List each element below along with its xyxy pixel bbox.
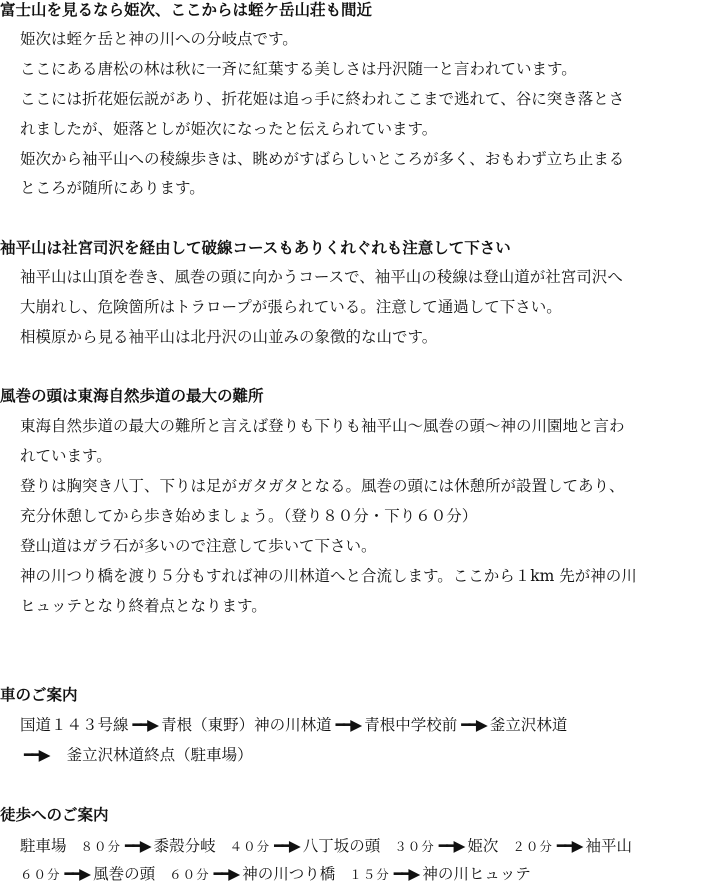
car-heading: 車のご案内 bbox=[0, 685, 78, 704]
walk-stop: 姫次 bbox=[467, 837, 499, 855]
walk-duration: ６０分 bbox=[20, 867, 61, 882]
walk-stop: 袖平山 bbox=[585, 837, 633, 855]
section2-heading: 袖平山は社宮司沢を経由して破線コースもありくれぐれも注意して下さい bbox=[0, 238, 511, 257]
car-route-row-2 bbox=[20, 745, 253, 765]
section3-line-4: 充分休憩してから歩き始めましょう。（登り８０分・下り６０分） bbox=[20, 507, 478, 525]
arrow-right-icon: ━━▶ bbox=[438, 836, 464, 855]
section1-line-3: ここには折花姫伝説があり、折花姫は追っ手に終われここまで逃れて、谷に突き落とさ bbox=[20, 90, 625, 108]
section2-line-3: 相模原から見る袖平山は北丹沢の山並みの象徴的な山です。 bbox=[20, 328, 438, 346]
car-stop: 青根中学校前 bbox=[364, 716, 458, 734]
section3-line-6: 神の川つり橋を渡り５分もすれば神の川林道へと合流します。ここから１km 先が神の川 bbox=[20, 567, 637, 585]
walk-stop: 神の川ヒュッテ bbox=[422, 865, 531, 883]
section3-line-1: 東海自然歩道の最大の難所と言えば登りも下りも袖平山〜風巻の頭〜神の川園地と言わ bbox=[20, 417, 625, 435]
walk-duration: ２０分 bbox=[512, 839, 553, 854]
arrow-right-icon: ━━▶ bbox=[461, 715, 486, 734]
walk-stop: 神の川つり橋 bbox=[242, 865, 336, 883]
section1-line-5: 姫次から袖平山への稜線歩きは、眺めがすばらしいところが多く、おもわず立ち止まる bbox=[20, 150, 625, 168]
section3-line-3: 登りは胸突き八丁、下りは足がガタガタとなる。風巻の頭には休憩所が設置してあり、 bbox=[20, 477, 625, 495]
arrow-right-icon: ━━▶ bbox=[335, 715, 361, 734]
walk-duration: ６０分 bbox=[169, 867, 210, 882]
arrow-right-icon: ━━▶ bbox=[274, 836, 299, 855]
walk-route-row-2 bbox=[20, 864, 531, 884]
walk-stop: 駐車場 bbox=[20, 837, 67, 855]
arrow-right-icon: ━━▶ bbox=[125, 836, 150, 855]
arrow-right-icon: ━━▶ bbox=[132, 715, 158, 734]
walk-stop: 黍殻分岐 bbox=[153, 837, 216, 855]
section2-line-1: 袖平山は山頂を巻き、風巻の頭に向かうコースで、袖平山の稜線は登山道が社宮司沢へ bbox=[20, 268, 623, 286]
car-stop: 青根（東野）神の川林道 bbox=[161, 716, 332, 734]
section3-line-2: れています。 bbox=[20, 447, 112, 465]
arrow-right-icon: ━━▶ bbox=[64, 864, 90, 883]
section1-heading: 富士山を見るなら姫次、ここからは蛭ケ岳山荘も間近 bbox=[0, 0, 373, 19]
arrow-right-icon: ━━▶ bbox=[213, 864, 239, 883]
arrow-right-icon: ━━▶ bbox=[556, 836, 582, 855]
car-route-row-1 bbox=[20, 715, 567, 735]
section3-line-7: ヒュッテとなり終着点となります。 bbox=[20, 597, 267, 615]
arrow-right-icon: ━━▶ bbox=[24, 745, 49, 764]
walk-stop: 風巻の頭 bbox=[93, 865, 156, 883]
walk-duration: １５分 bbox=[349, 867, 390, 882]
arrow-right-icon: ━━▶ bbox=[393, 864, 419, 883]
section2-line-2: 大崩れし、危険箇所はトラロープが張られている。注意して通過して下さい。 bbox=[20, 298, 562, 316]
section1-line-2: ここにある唐松の林は秋に一斉に紅葉する美しさは丹沢随一と言われています。 bbox=[20, 60, 577, 78]
walk-heading: 徒歩へのご案内 bbox=[0, 805, 109, 824]
car-stop: 国道１４３号線 bbox=[20, 716, 129, 734]
section3-line-5: 登山道はガラ石が多いので注意して歩いて下さい。 bbox=[20, 537, 377, 555]
walk-route-row-1 bbox=[20, 836, 632, 857]
section3-heading: 風巻の頭は東海自然歩道の最大の難所 bbox=[0, 386, 264, 405]
car-stop: 釜立沢林道終点（駐車場） bbox=[66, 746, 253, 764]
walk-duration: ８０分 bbox=[80, 839, 122, 854]
section1-line-4: れましたが、姫落としが姫次になったと伝えられています。 bbox=[20, 120, 438, 138]
section1-line-6: ところが随所にあります。 bbox=[20, 179, 205, 197]
section1-line-1: 姫次は蛭ケ岳と神の川への分岐点です。 bbox=[20, 30, 298, 48]
walk-stop: 八丁坂の頭 bbox=[302, 837, 381, 855]
car-stop: 釜立沢林道 bbox=[489, 716, 568, 734]
walk-duration: ３０分 bbox=[394, 839, 435, 854]
walk-duration: ４０分 bbox=[229, 839, 271, 854]
